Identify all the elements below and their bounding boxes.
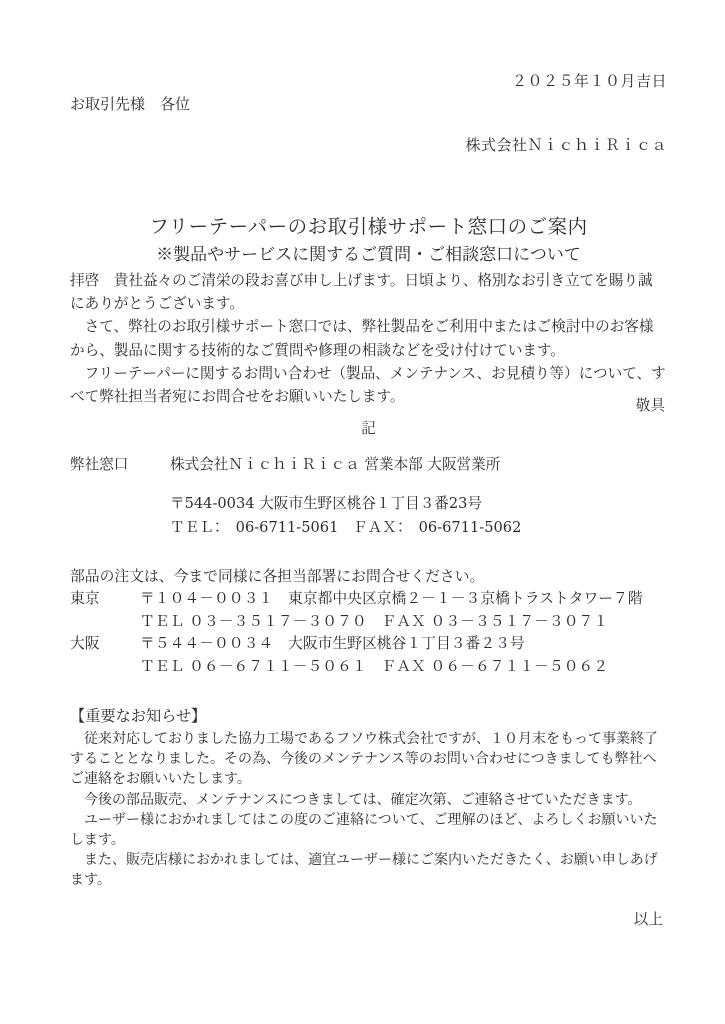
greeting-paragraph: さて、弊社のお取引様サポート窓口では、弊社製品をご利用中またはご検討中のお客様から、製品に関する技術的なご質問や修理の相談などを受け付けています。 <box>70 318 654 359</box>
closing-keigu: 敬具 <box>635 397 665 414</box>
greeting-paragraph: フリーテーパーに関するお問い合わせ（製品、メンテナンス、お見積り等）について、すべて弊社担当者宛にお問合せをお願いいたします。 <box>70 364 666 406</box>
recipient-line: お取引先様 各位 <box>70 95 191 113</box>
contact-name: 株式会社ＮｉｃｈｉＲｉｃａ 営業本部 大阪営業所 <box>170 456 501 473</box>
contact-label: 弊社窓口 <box>70 456 129 473</box>
contact-telfax: ＴＥＬ： 06-6711-5061 ＦＡＸ： 06-6711-5062 <box>170 518 522 536</box>
office-row-tokyo <box>70 588 667 610</box>
office-city: 大阪 <box>70 635 100 653</box>
contact-address: 〒544-0034 大阪市生野区桃谷１丁目３番23号 <box>170 495 483 512</box>
office-telfax: ＴＥＬ ０３－３５１７－３０７０ ＦＡＸ ０３－３５１７－３０７１ <box>140 612 609 630</box>
notice-paragraph: 従来対応しておりました協力工場であるフソウ株式会社ですが、１０月末をもって事業終了することとなりました。その為、今後のメンテナンス等のお問い合わせにつきましても弊社へご連絡をお願いいたします。 <box>70 731 658 788</box>
notice-paragraph: また、販売店様におかれましては、適宜ユーザー様にご案内いただきたく、お願い申しあげます。 <box>70 852 658 889</box>
contact-window-row <box>70 453 667 474</box>
record-marker: 記 <box>361 420 376 437</box>
end-marker: 以上 <box>633 911 663 928</box>
notice-paragraph: 今後の部品販売、メンテナンスにつきましては、確定次第、ご連絡させていただきます。 <box>70 791 642 808</box>
parts-note: 部品の注文は、今まで同様に各担当部署にお問合せください。 <box>70 568 485 585</box>
document-title: フリーテーパーのお取引様サポート窓口のご案内 <box>149 215 588 239</box>
letter-date: ２０２５年１０月吉日 <box>511 72 667 90</box>
important-notice-body <box>70 729 667 891</box>
notice-paragraph: ユーザー様におかれましてはこの度のご連絡について、ご理解のほど、よろしくお願いいたします。 <box>70 811 658 849</box>
office-telfax: ＴＥＬ ０６－６７１１－５０６１ ＦＡＸ ０６－６７１１－５０６２ <box>140 657 609 675</box>
office-row-osaka <box>70 633 667 655</box>
parts-order-section <box>70 566 667 678</box>
office-address: 〒５４４－００３４ 大阪市生野区桃谷１丁目３番２３号 <box>140 635 525 653</box>
office-city: 東京 <box>70 590 100 608</box>
office-address: 〒１０４－００３１ 東京都中央区京橋２－１－３京橋トラストタワー７階 <box>140 590 643 608</box>
greeting-body <box>70 269 667 408</box>
important-notice-heading: 【重要なお知らせ】 <box>70 707 207 725</box>
contact-detail-block <box>170 492 667 539</box>
sender-company-name: 株式会社ＮｉｃｈｉＲｉｃａ <box>465 136 667 154</box>
document-subtitle: ※製品やサービスに関するご質問・ご相談窓口について <box>156 245 581 266</box>
greeting-paragraph: 拝啓 貴社益々のご清栄の段お喜び申し上げます。日頃より、格別なお引き立てを賜り誠にありがとうございます。 <box>70 272 653 313</box>
